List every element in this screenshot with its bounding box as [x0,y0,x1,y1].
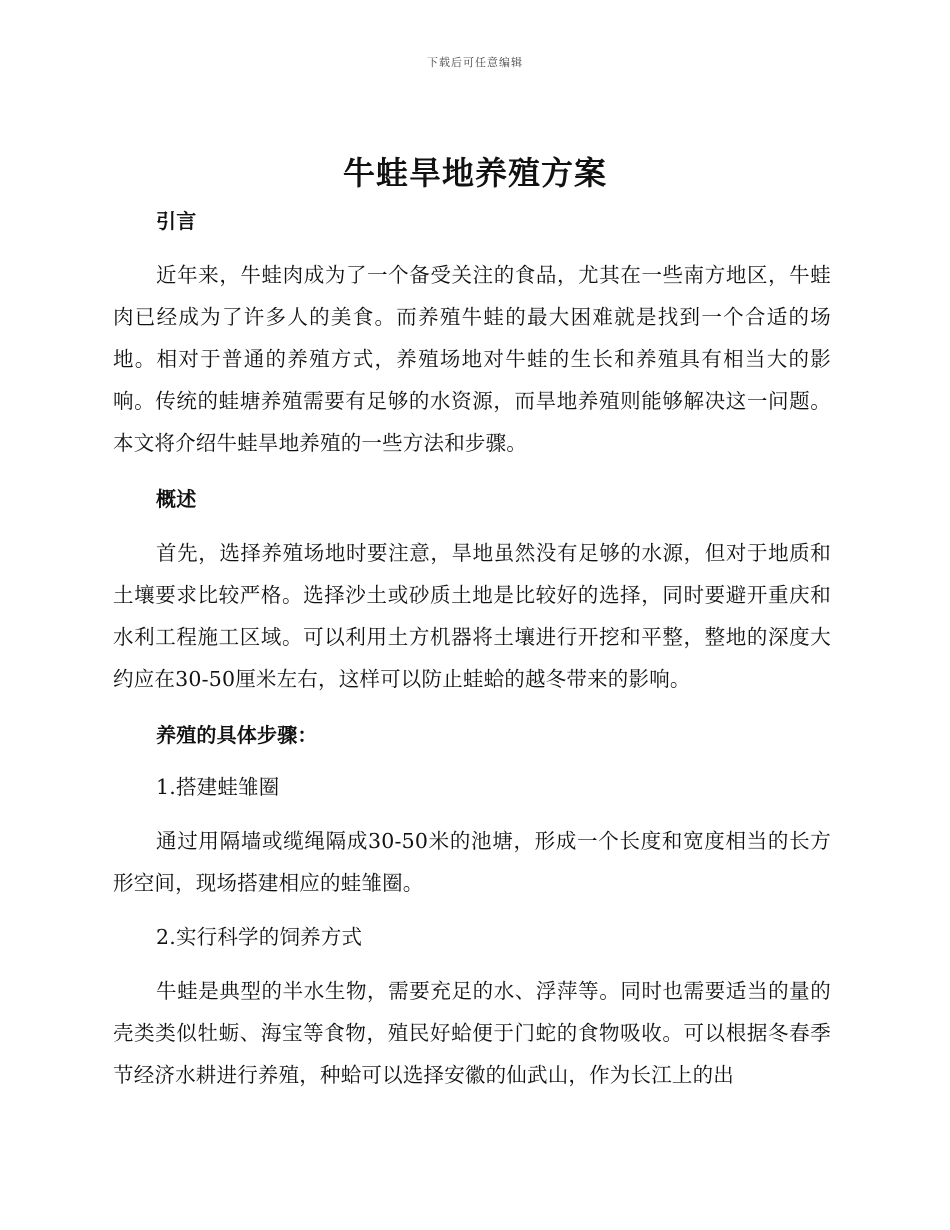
document-body [113,202,831,1096]
section-heading-overview: 概述 [156,487,197,511]
step-2-paragraph: 牛蛙是典型的半水生物，需要充足的水、浮萍等。同时也需要适当的量的壳类类似牡蛎、海宝等食物，殖民好蛤便于门蛇的食物吸收。可以根据冬春季节经济水耕进行养殖，种蛤可以选择安徽的仙武山，作为长江上的出 [113,979,831,1087]
step-1-title: 1.搭建蛙雏圈 [156,775,280,799]
section-heading-intro: 引言 [156,209,197,233]
intro-paragraph: 近年来，牛蛙肉成为了一个备受关注的食品，尤其在一些南方地区，牛蛙肉已经成为了许多人的美食。而养殖牛蛙的最大困难就是找到一个合适的场地。相对于普通的养殖方式，养殖场地对牛蛙的生长和养殖具有相当大的影响。传统的蛙塘养殖需要有足够的水资源，而旱地养殖则能够解决这一问题。本文将介绍牛蛙旱地养殖的一些方法和步骤。 [113,263,831,455]
step-2-title: 2.实行科学的饲养方式 [156,925,363,949]
header-note: 下载后可任意编辑 [427,56,523,69]
document-title: 牛蛙旱地养殖方案 [342,154,607,192]
section-heading-steps: 养殖的具体步骤： [156,723,318,747]
overview-paragraph: 首先，选择养殖场地时要注意，旱地虽然没有足够的水源，但对于地质和土壤要求比较严格。选择沙土或砂质土地是比较好的选择，同时要避开重庆和水利工程施工区域。可以利用土方机器将土壤进行开挖和平整，整地的深度大约应在30-50厘米左右，这样可以防止蛙蛤的越冬带来的影响。 [113,541,831,691]
step-1-paragraph: 通过用隔墙或缆绳隔成30-50米的池塘，形成一个长度和宽度相当的长方形空间，现场搭建相应的蛙雏圈。 [113,829,831,895]
